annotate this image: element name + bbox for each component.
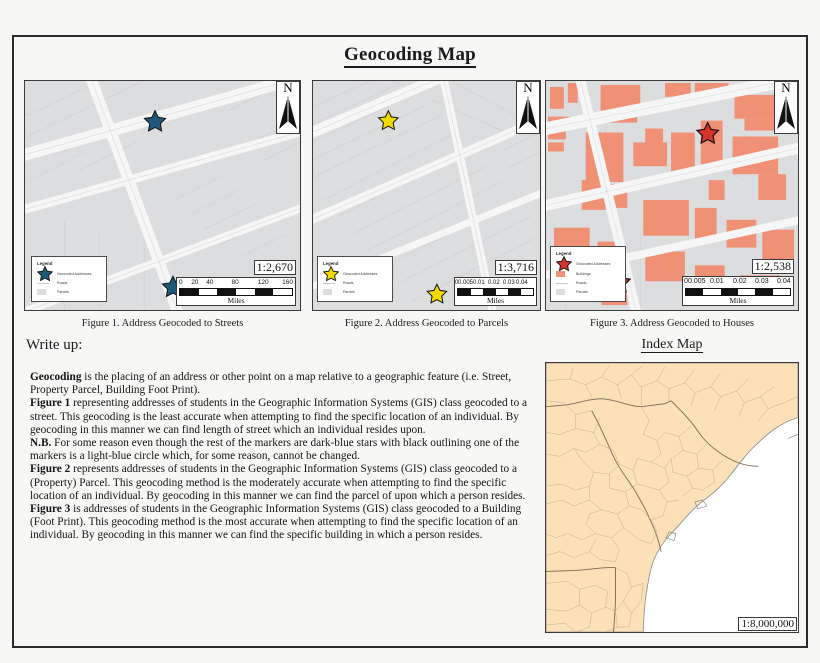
- index-map-canvas: [546, 363, 798, 632]
- road-line-icon: [37, 283, 57, 284]
- legend-title-3: Legend: [556, 251, 572, 256]
- road-line-icon: [556, 283, 576, 284]
- writeup-p1-lead: Geocoding: [30, 371, 82, 383]
- figure-caption-1: Figure 1. Address Geocoded to Streets: [81, 318, 244, 329]
- north-arrow-2: [516, 81, 540, 134]
- legend-label-parcels-3: Parcels: [576, 289, 588, 294]
- writeup-body: [30, 371, 542, 543]
- legend-map-3: [550, 246, 626, 302]
- scale-ratio-3: 1:2,538: [752, 259, 794, 274]
- legend-row-addresses-3: [556, 259, 620, 268]
- road-line-icon: [323, 283, 343, 284]
- writeup-p5-rest: is addresses of students in the Geographic Information Systems (GIS) class geocoded to a Building (Foot Print). This geocoding method is the most accurate when attempting to find the specific location of an individual. By geocoding in this manner we can find the specific building in which a person resides.: [30, 503, 522, 542]
- north-arrow-glyph-1: [277, 94, 299, 131]
- index-map[interactable]: [545, 362, 799, 633]
- parcel-swatch-icon: [323, 289, 343, 295]
- legend-row-parcels-3: [556, 288, 620, 295]
- writeup-paragraph-1: [30, 371, 542, 397]
- legend-map-2: [317, 256, 393, 302]
- figure-caption-2: Figure 2. Address Geocoded to Parcels: [344, 318, 509, 329]
- map-figure-3[interactable]: [545, 80, 799, 311]
- legend-label-roads-3: Roads: [576, 281, 587, 285]
- parcel-swatch-icon: [556, 289, 576, 295]
- scale-ratio-1: 1:2,670: [254, 260, 296, 275]
- map-figure-2[interactable]: [312, 80, 541, 311]
- star-icon: [323, 266, 343, 281]
- legend-map-1: [31, 256, 107, 302]
- writeup-p5-lead: Figure 3: [30, 503, 71, 516]
- legend-label-buildings-3: Buildings: [576, 272, 591, 276]
- scale-bar-3: [682, 257, 794, 306]
- writeup-paragraph-3: [30, 437, 542, 463]
- scale-bar-box-1: [176, 277, 296, 306]
- writeup-paragraph-2: [30, 397, 542, 437]
- scale-ticks-3: 0 0.005 0.01 0.02 0.03 0.04: [684, 278, 791, 285]
- legend-row-roads-3: [556, 280, 620, 286]
- scale-unit-1: Miles: [227, 296, 245, 305]
- star-icon: [37, 266, 57, 281]
- scale-ticks-2: 0 0.005 0.01 0.02 0.03 0.04: [455, 280, 528, 286]
- legend-label-roads-2: Roads: [343, 281, 354, 285]
- legend-label-parcels-1: Parcels: [57, 289, 69, 294]
- north-letter-3: N: [781, 80, 791, 95]
- map-figure-1[interactable]: [24, 80, 301, 311]
- index-map-scale: 1:8,000,000: [738, 617, 797, 631]
- writeup-p4-rest: represents addresses of students in the Geographic Information Systems (GIS) class geocoded to a (Property) Parcel. This geocoding method is the moderately accurate when attempting to find the specific location of an individual. By geocoding in this manner we can find the parcel of upon which a person resides.: [30, 463, 526, 502]
- legend-label-addresses-1: Geocoded Addresses: [57, 271, 92, 276]
- page-title-text: Geocoding Map: [344, 44, 476, 68]
- scale-bar-graphic-1: [179, 288, 293, 296]
- legend-label-addresses-2: Geocoded Addresses: [343, 271, 378, 276]
- figure-caption-3: Figure 3. Address Geocoded to Houses: [590, 318, 754, 329]
- star-icon: [556, 256, 576, 271]
- scale-bar-graphic-2: [457, 288, 534, 296]
- writeup-paragraph-4: [30, 463, 542, 503]
- writeup-heading: Write up:: [26, 337, 83, 353]
- legend-row-parcels-2: [323, 288, 387, 295]
- writeup-p2-rest: representing addresses of students in the Geographic Information Systems (GIS) class geocoded to a street. This geocoding is the least accurate when attempting to find the specific location of an individual. By geocoding in this manner we can find length of street which an individual resides upon.: [30, 397, 528, 436]
- scale-bar-box-3: [682, 276, 794, 306]
- writeup-p3-lead: N.B.: [30, 437, 52, 450]
- writeup-p2-lead: Figure 1: [30, 397, 71, 410]
- writeup-p4-lead: Figure 2: [30, 463, 71, 476]
- poster-frame: [12, 35, 808, 648]
- legend-title-2: Legend: [323, 261, 339, 266]
- scale-unit-3: Miles: [729, 296, 747, 305]
- page-title: [14, 44, 806, 66]
- scale-bar-graphic-3: [685, 288, 791, 296]
- writeup-p3-rest: For some reason even though the rest of the markers are dark-blue stars with black outlining one of the markers is a light-blue circle which, for some reason, cannot be changed.: [30, 437, 520, 463]
- scale-ticks-1: 0 20 40 80 120 160: [179, 279, 293, 286]
- legend-label-parcels-2: Parcels: [343, 289, 355, 294]
- scale-bar-1: [176, 258, 296, 306]
- scale-bar-box-2: [454, 277, 537, 306]
- north-arrow-glyph-3: [775, 94, 797, 131]
- north-arrow-3: [774, 81, 798, 134]
- legend-title-1: Legend: [37, 261, 53, 266]
- north-letter-1: N: [283, 80, 293, 95]
- legend-row-addresses-2: [323, 269, 387, 278]
- writeup-p1-rest: is the placing of an address or other point on a map relative to a geographic feature (i.e. Street, Property Parcel, Building Foot Print).: [30, 371, 512, 397]
- building-swatch-icon: [556, 271, 576, 277]
- legend-row-parcels-1: [37, 288, 101, 295]
- parcel-swatch-icon: [37, 289, 57, 295]
- scale-bar-2: [454, 258, 537, 306]
- north-arrow-1: [276, 81, 300, 134]
- legend-row-buildings-3: [556, 270, 620, 278]
- scale-ratio-2: 1:3,716: [495, 260, 537, 275]
- index-map-title-text: Index Map: [641, 337, 703, 352]
- legend-label-roads-1: Roads: [57, 281, 68, 285]
- index-map-title: [545, 337, 799, 353]
- scale-unit-2: Miles: [486, 296, 505, 305]
- legend-row-addresses-1: [37, 269, 101, 278]
- legend-label-addresses-3: Geocoded Addresses: [576, 261, 611, 266]
- north-arrow-glyph-2: [517, 94, 539, 131]
- writeup-paragraph-5: [30, 503, 542, 543]
- north-letter-2: N: [523, 80, 533, 95]
